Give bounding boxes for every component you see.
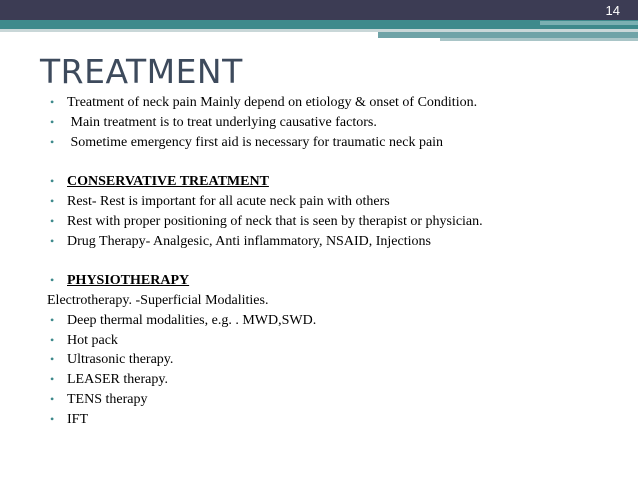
bullet-icon: • [50, 95, 55, 109]
section-heading-conservative: • CONSERVATIVE TREATMENT [50, 172, 630, 192]
bullet-icon: • [50, 174, 55, 189]
slide-title: TREATMENT [40, 52, 243, 91]
bullet-icon: • [50, 411, 55, 426]
section-heading-physiotherapy: • PHYSIOTHERAPY [50, 271, 630, 291]
list-item: • Main treatment is to treat underlying causative factors. [50, 113, 630, 133]
bullet-icon: • [50, 332, 55, 347]
slide-content [47, 93, 630, 430]
list-item: • Rest with proper positioning of neck that is seen by therapist or physician. [50, 212, 630, 232]
header-bar [0, 0, 638, 20]
list-item: • TENS therapy [50, 390, 630, 410]
list-item: • Rest- Rest is important for all acute neck pain with others [50, 192, 630, 212]
bullet-icon: • [50, 391, 55, 406]
list-item: • Treatment of neck pain Mainly depend on etiology & onset of Condition. [50, 93, 630, 113]
bullet-icon: • [50, 114, 55, 129]
header-accent-highlight [540, 21, 638, 25]
bullet-icon: • [50, 233, 55, 248]
bullet-icon: • [50, 193, 55, 208]
bullet-icon: • [50, 352, 55, 367]
bullet-icon: • [50, 134, 55, 149]
list-item: • Drug Therapy- Analgesic, Anti inflammatory, NSAID, Injections [50, 232, 630, 252]
header-stripe-right-thin [440, 38, 638, 41]
page-number: 14 [605, 3, 620, 18]
physio-subline: Electrotherapy. -Superficial Modalities. [47, 292, 269, 308]
list-item: • IFT [50, 410, 630, 430]
bullet-icon: • [50, 372, 55, 387]
bullet-icon: • [50, 312, 55, 327]
list-item: • Deep thermal modalities, e.g. . MWD,SWD. [50, 311, 630, 331]
bullet-icon: • [50, 213, 55, 228]
list-item: • Ultrasonic therapy. [50, 350, 630, 370]
list-item: • Sometime emergency first aid is necessary for traumatic neck pain [50, 133, 630, 153]
list-item: • Hot pack [50, 331, 630, 351]
bullet-icon: • [50, 273, 55, 288]
list-item: • LEASER therapy. [50, 370, 630, 390]
